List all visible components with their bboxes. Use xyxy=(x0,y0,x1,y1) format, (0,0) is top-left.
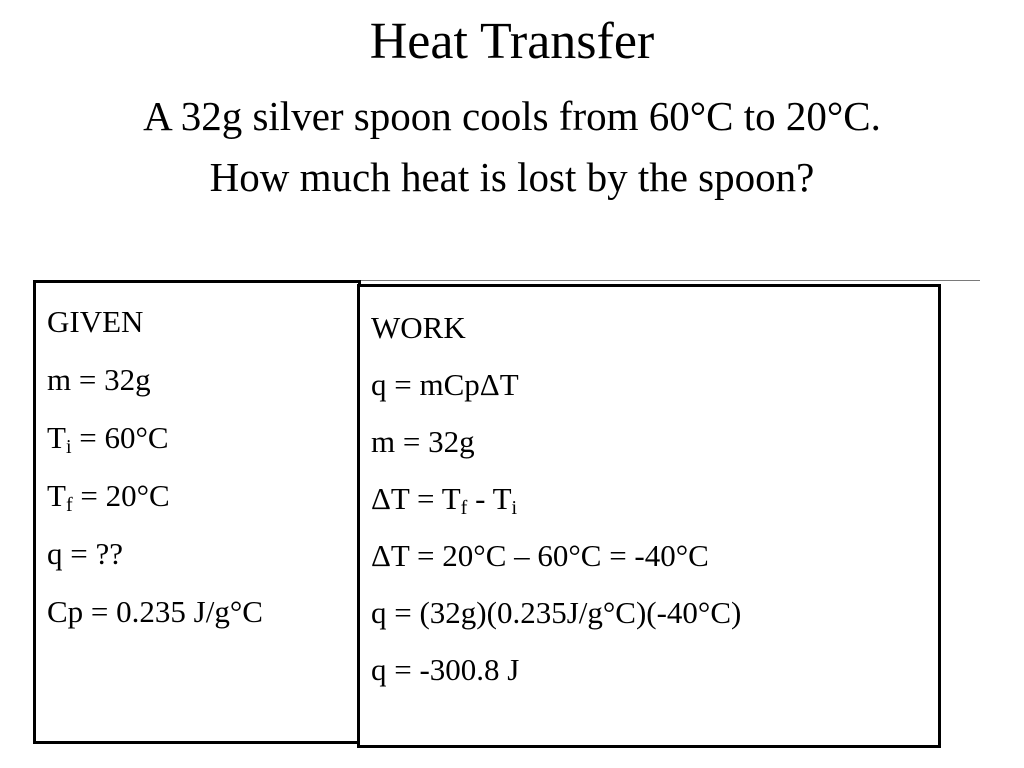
slide-title: Heat Transfer xyxy=(369,13,655,70)
given-final-temperature xyxy=(47,467,358,525)
problem-statement: A 32g silver spoon cools from 60°C to 20°C. How much heat is lost by the spoon? xyxy=(143,93,881,200)
given-specific-heat: Cp = 0.235 J/g°C xyxy=(47,594,263,629)
delta-subscript-f: f xyxy=(460,497,468,519)
tf-subscript: f xyxy=(65,494,73,516)
tf-value: = 20°C xyxy=(72,478,170,513)
given-heading: GIVEN xyxy=(47,304,144,339)
delta-subscript-i: i xyxy=(511,497,518,519)
ti-symbol: T xyxy=(47,420,66,455)
given-heat-unknown: q = ?? xyxy=(47,536,124,571)
work-mass: m = 32g xyxy=(371,424,475,459)
given-box xyxy=(33,280,361,744)
work-delta-calculation: ΔT = 20°C – 60°C = -40°C xyxy=(371,538,709,573)
work-result: q = -300.8 J xyxy=(371,652,520,687)
work-substitution: q = (32g)(0.235J/g°C)(-40°C) xyxy=(371,595,742,630)
ti-value: = 60°C xyxy=(71,420,169,455)
delta-middle: - T xyxy=(467,481,512,516)
given-initial-temperature xyxy=(47,409,358,467)
delta-prefix: ΔT = T xyxy=(371,481,461,516)
work-heading: WORK xyxy=(371,310,466,345)
given-mass: m = 32g xyxy=(47,362,151,397)
work-formula: q = mCpΔT xyxy=(371,367,519,402)
tf-symbol: T xyxy=(47,478,66,513)
work-box xyxy=(357,284,941,748)
work-delta-definition xyxy=(371,470,938,527)
ti-subscript: i xyxy=(65,436,72,458)
divider-line xyxy=(360,280,980,281)
